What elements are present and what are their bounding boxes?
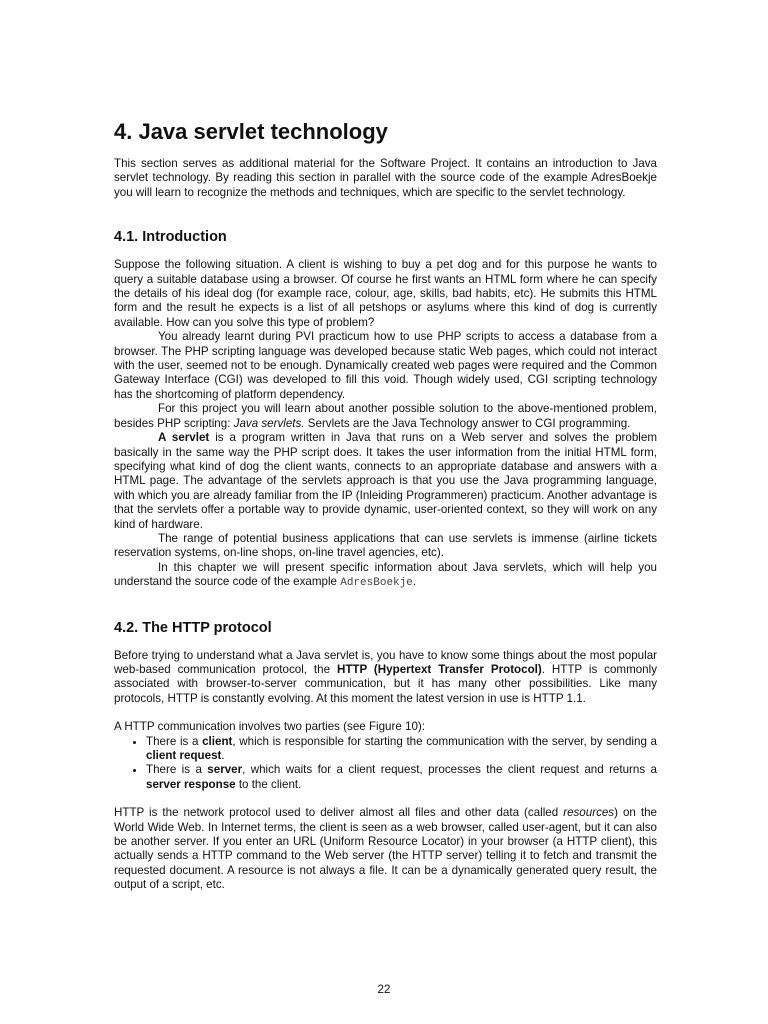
- intro-paragraph-4: A servlet is a program written in Java that runs on a Web server and solves the problem basically in the same way the PHP script does. It takes the user information from the initial HTML form, specifying what kind of dog the client wants, connects to an appropriate database and answers with a HTML page. The advantage of the servlets approach is that you use the Java programming language, with which you are already familiar from the IP (Inleiding Programmeren) practicum. Another advantage is that the servlets offer a portable way to provide dynamic, user-oriented context, so they will work on any kind of hardware.: [114, 431, 657, 531]
- emphasis-java-servlets: Java servlets.: [233, 416, 305, 430]
- http-paragraph-3: HTTP is the network protocol used to deliver almost all files and other data (called resources) on the World Wide Web. In Internet terms, the client is seen as a web browser, called user-agent, but it can also be another server. If you enter an URL (Uniform Resource Locator) in your browser (a HTTP client), this actually sends a HTTP command to the Web server (the HTTP server) telling it to fetch and transmit the requested document. A resource is not always a file. It can be a dynamically generated query result, the output of a script, etc.: [114, 806, 657, 892]
- chapter-intro: This section serves as additional material for the Software Project. It contains an introduction to Java servlet technology. By reading this section in parallel with the source code of the example AdresBoekje you will learn to recognize the methods and techniques, which are specific to the servlet technology.: [114, 157, 657, 199]
- term-http: HTTP (Hypertext Transfer Protocol): [336, 662, 542, 676]
- intro-paragraph-6: In this chapter we will present specific information about Java servlets, which will help you understand the source code of the example AdresBoekje.: [114, 560, 657, 590]
- chapter-title: 4. Java servlet technology: [114, 119, 388, 144]
- http-paragraph-2: A HTTP communication involves two parties (see Figure 10):: [114, 720, 426, 734]
- list-item-server: • There is a server, which waits for a client request, processes the client request and returns a server response to the client.: [146, 763, 657, 792]
- page-number: 22: [377, 983, 391, 996]
- section-heading-introduction: 4.1. Introduction: [114, 229, 227, 246]
- term-a-servlet: A servlet: [158, 431, 210, 445]
- list-item-client: • There is a client, which is responsible for starting the communication with the server, by sending a client request.: [146, 735, 657, 764]
- http-paragraph-1: Before trying to understand what a Java servlet is, you have to know some things about the most popular web-based communication protocol, the HTTP (Hypertext Transfer Protocol). HTTP is commonly associated with browser-to-server communication, but it has many other possibilities. Like many protocols, HTTP is constantly evolving. At this moment the latest version in use is HTTP 1.1.: [114, 648, 657, 705]
- code-adresboekje: AdresBoekje: [340, 577, 413, 590]
- intro-paragraph-1: Suppose the following situation. A client is wishing to buy a pet dog and for this purpose he wants to query a suitable database using a browser. Of course he first wants an HTML form where he can specify the details of his ideal dog (for example race, colour, age, skills, bad habits, etc). He submits this HTML form and the result he expects is a list of all petshops or asylums where this kind of dog is currently available. How can you solve this type of problem?: [114, 258, 657, 329]
- intro-paragraph-3: For this project you will learn about another possible solution to the above-mentioned problem, besides PHP scripting: Java servlets. Servlets are the Java Technology answer to CGI programming.: [114, 402, 657, 430]
- intro-paragraph-5: The range of potential business applications that can use servlets is immense (airline tickets reservation systems, on-line shops, on-line travel agencies, etc).: [114, 531, 657, 560]
- page-content: [114, 118, 657, 893]
- section-heading-http-protocol: 4.2. The HTTP protocol: [114, 619, 272, 636]
- intro-paragraph-2: You already learnt during PVI practicum how to use PHP scripts to access a database from a browser. The PHP scripting language was developed because static Web pages, which could not interact with the user, seemed not to be enough. Dynamically created web pages were required and the Common Gateway Interface (CGI) was developed to fill this void. Though widely used, CGI scripting technology has the shortcoming of platform dependency.: [114, 330, 657, 401]
- parties-list: [114, 735, 657, 793]
